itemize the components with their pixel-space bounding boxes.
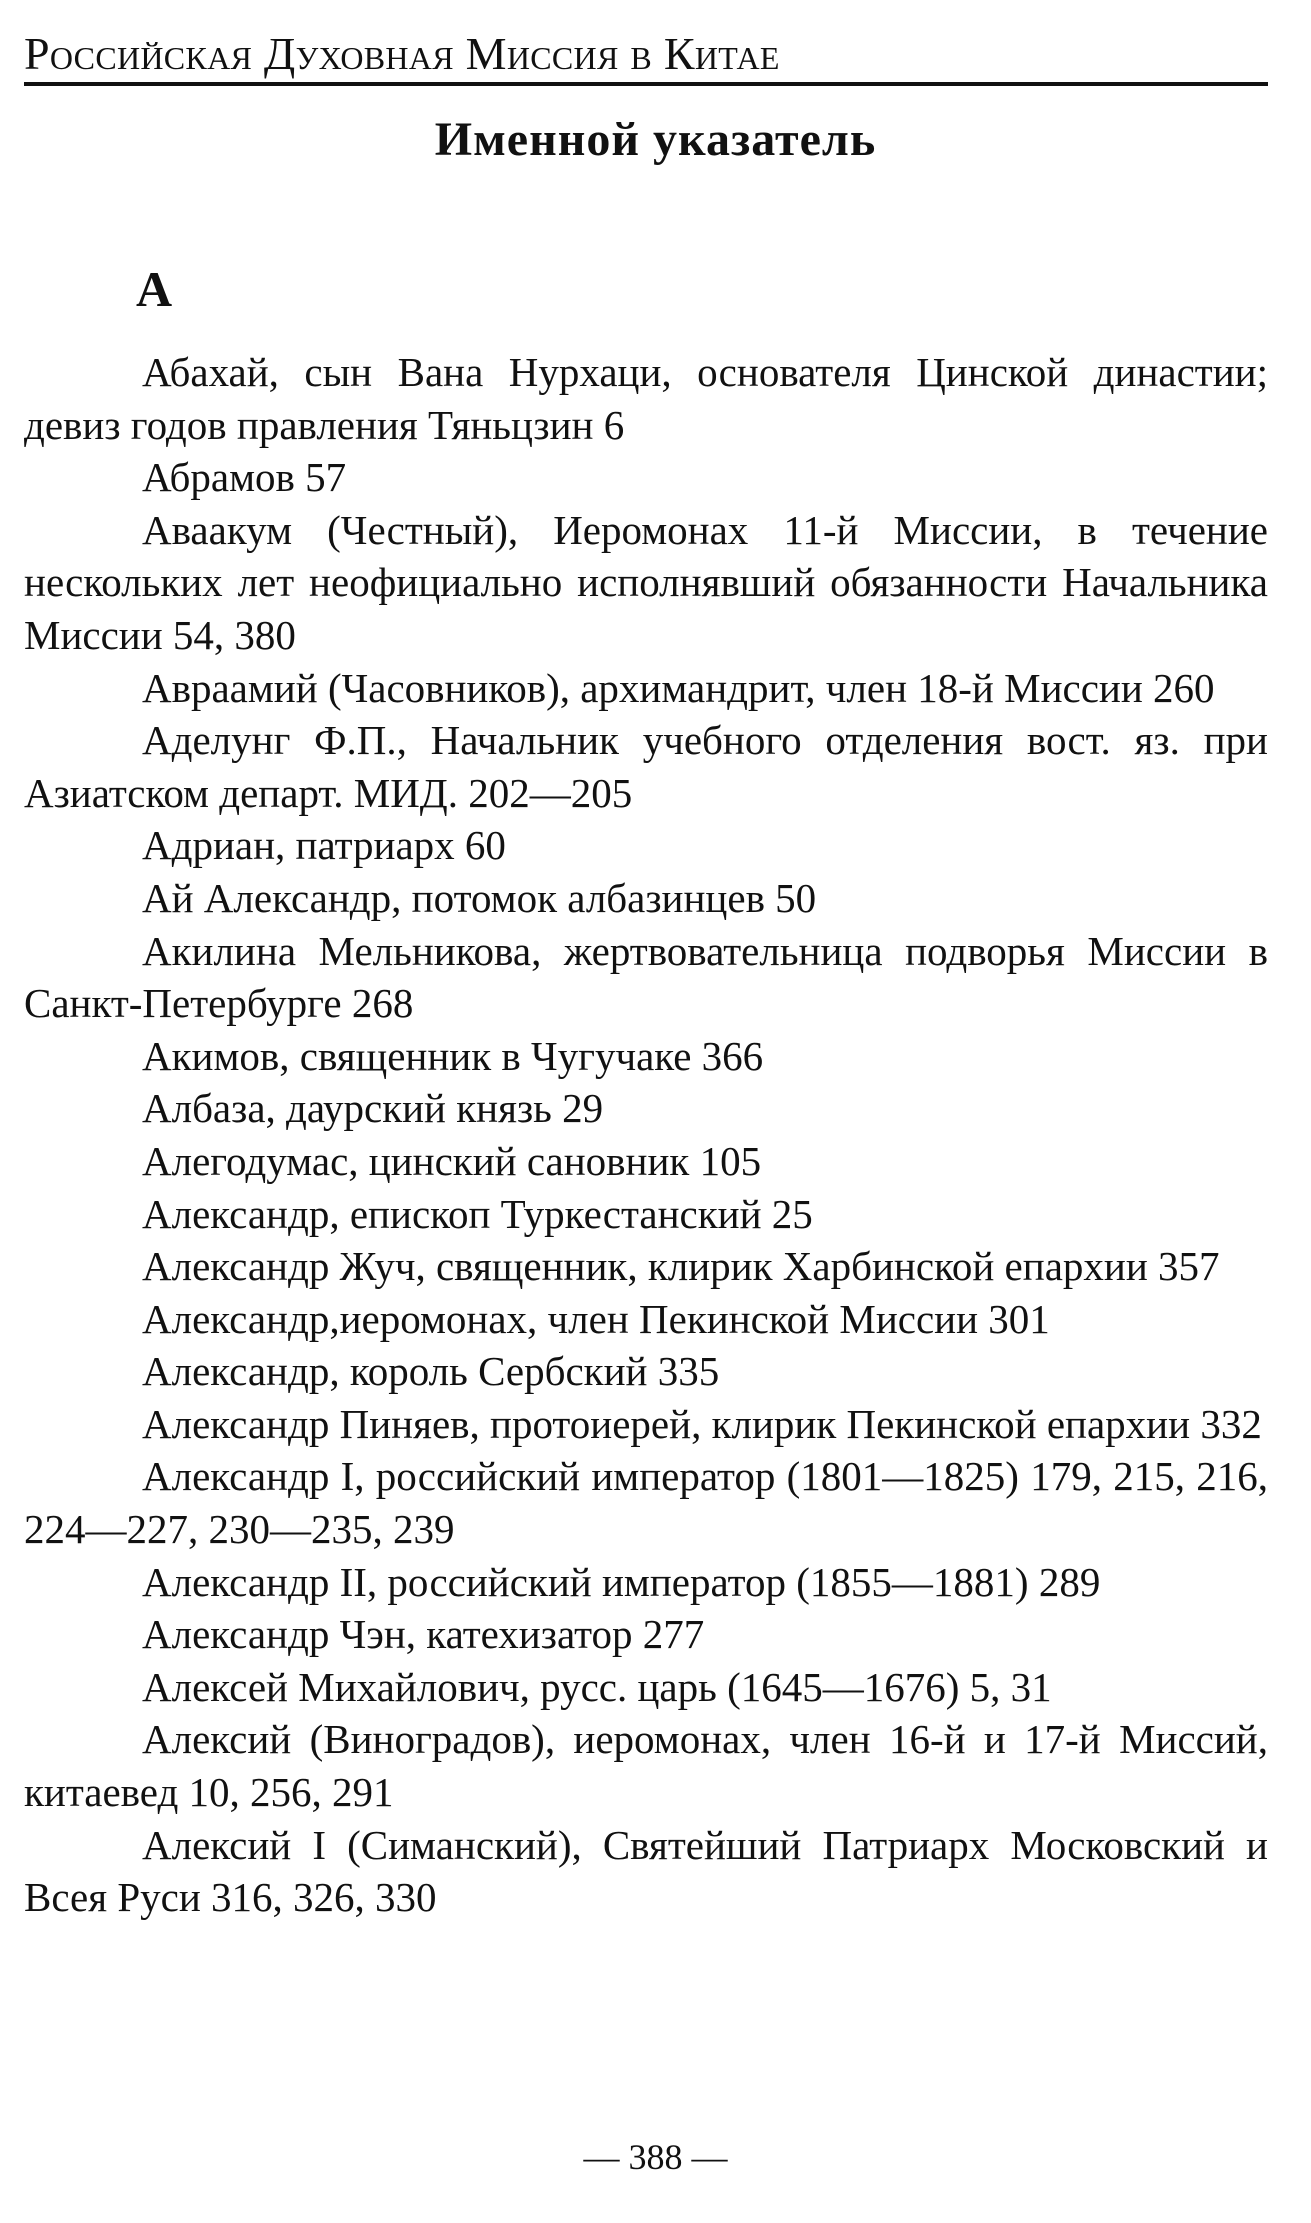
index-entry: Алексей Михайлович, русс. царь (1645—1676) 5, 31: [142, 1663, 1052, 1710]
index-entry: Албаза, даурский князь 29: [142, 1085, 604, 1132]
index-entry: Авраамий (Часовников), архимандрит, член 18-й Миссии 260: [142, 664, 1215, 711]
index-entry: Акилина Мельникова, жертвовательница подворья Миссии в Санкт-Петербурге 268: [24, 927, 1268, 1027]
index-entry: Александр Пиняев, протоиерей, клирик Пекинской епархии 332: [142, 1400, 1262, 1447]
index-entry: Александр II, российский император (1855—1881) 289: [142, 1558, 1101, 1605]
index-entry: Алексий I (Симанский), Святейший Патриарх Московский и Всея Руси 316, 326, 330: [24, 1821, 1268, 1921]
index-entries: [24, 346, 1268, 1924]
section-letter: А: [136, 261, 173, 317]
index-entry: Адриан, патриарх 60: [142, 822, 506, 869]
index-entry: Абахай, сын Вана Нурхаци, основателя Цинской династии; девиз годов правления Тяньцзин 6: [24, 349, 1268, 448]
index-entry: Ай Александр, потомок албазинцев 50: [142, 874, 817, 921]
page-number: — 388 —: [583, 2137, 728, 2177]
index-entry: Аваакум (Честный), Иеромонах 11-й Миссии, в течение нескольких лет неофициально исполнявший обязанности Начальника Миссии 54, 380: [24, 506, 1268, 658]
index-entry: Александр Жуч, священник, клирик Харбинской епархии 357: [142, 1243, 1220, 1290]
index-entry: Аделунг Ф.П., Начальник учебного отделения вост. яз. при Азиатском департ. МИД. 202—205: [24, 717, 1268, 816]
index-entry: Алексий (Виноградов), иеромонах, член 16-й и 17-й Миссий, китаевед 10, 256, 291: [24, 1716, 1268, 1816]
index-entry: Александр I, российский император (1801—1825) 179, 215, 216, 224—227, 230—235, 239: [24, 1453, 1268, 1553]
index-entry: Акимов, священник в Чугучаке 366: [142, 1032, 764, 1079]
running-title: Российская Духовная Миссия в Китае: [24, 28, 780, 79]
header-rule: [24, 82, 1268, 86]
index-entry: Алегодумас, цинский сановник 105: [142, 1137, 762, 1184]
index-title: Именной указатель: [434, 113, 877, 166]
index-entry: Абрамов 57: [142, 454, 347, 501]
index-entry: Александр, епископ Туркестанский 25: [142, 1190, 813, 1237]
index-entry: Александр,иеромонах, член Пекинской Миссии 301: [142, 1295, 1050, 1342]
index-entry: Александр, король Сербский 335: [142, 1348, 720, 1395]
index-entry: Александр Чэн, катехизатор 277: [142, 1611, 705, 1658]
